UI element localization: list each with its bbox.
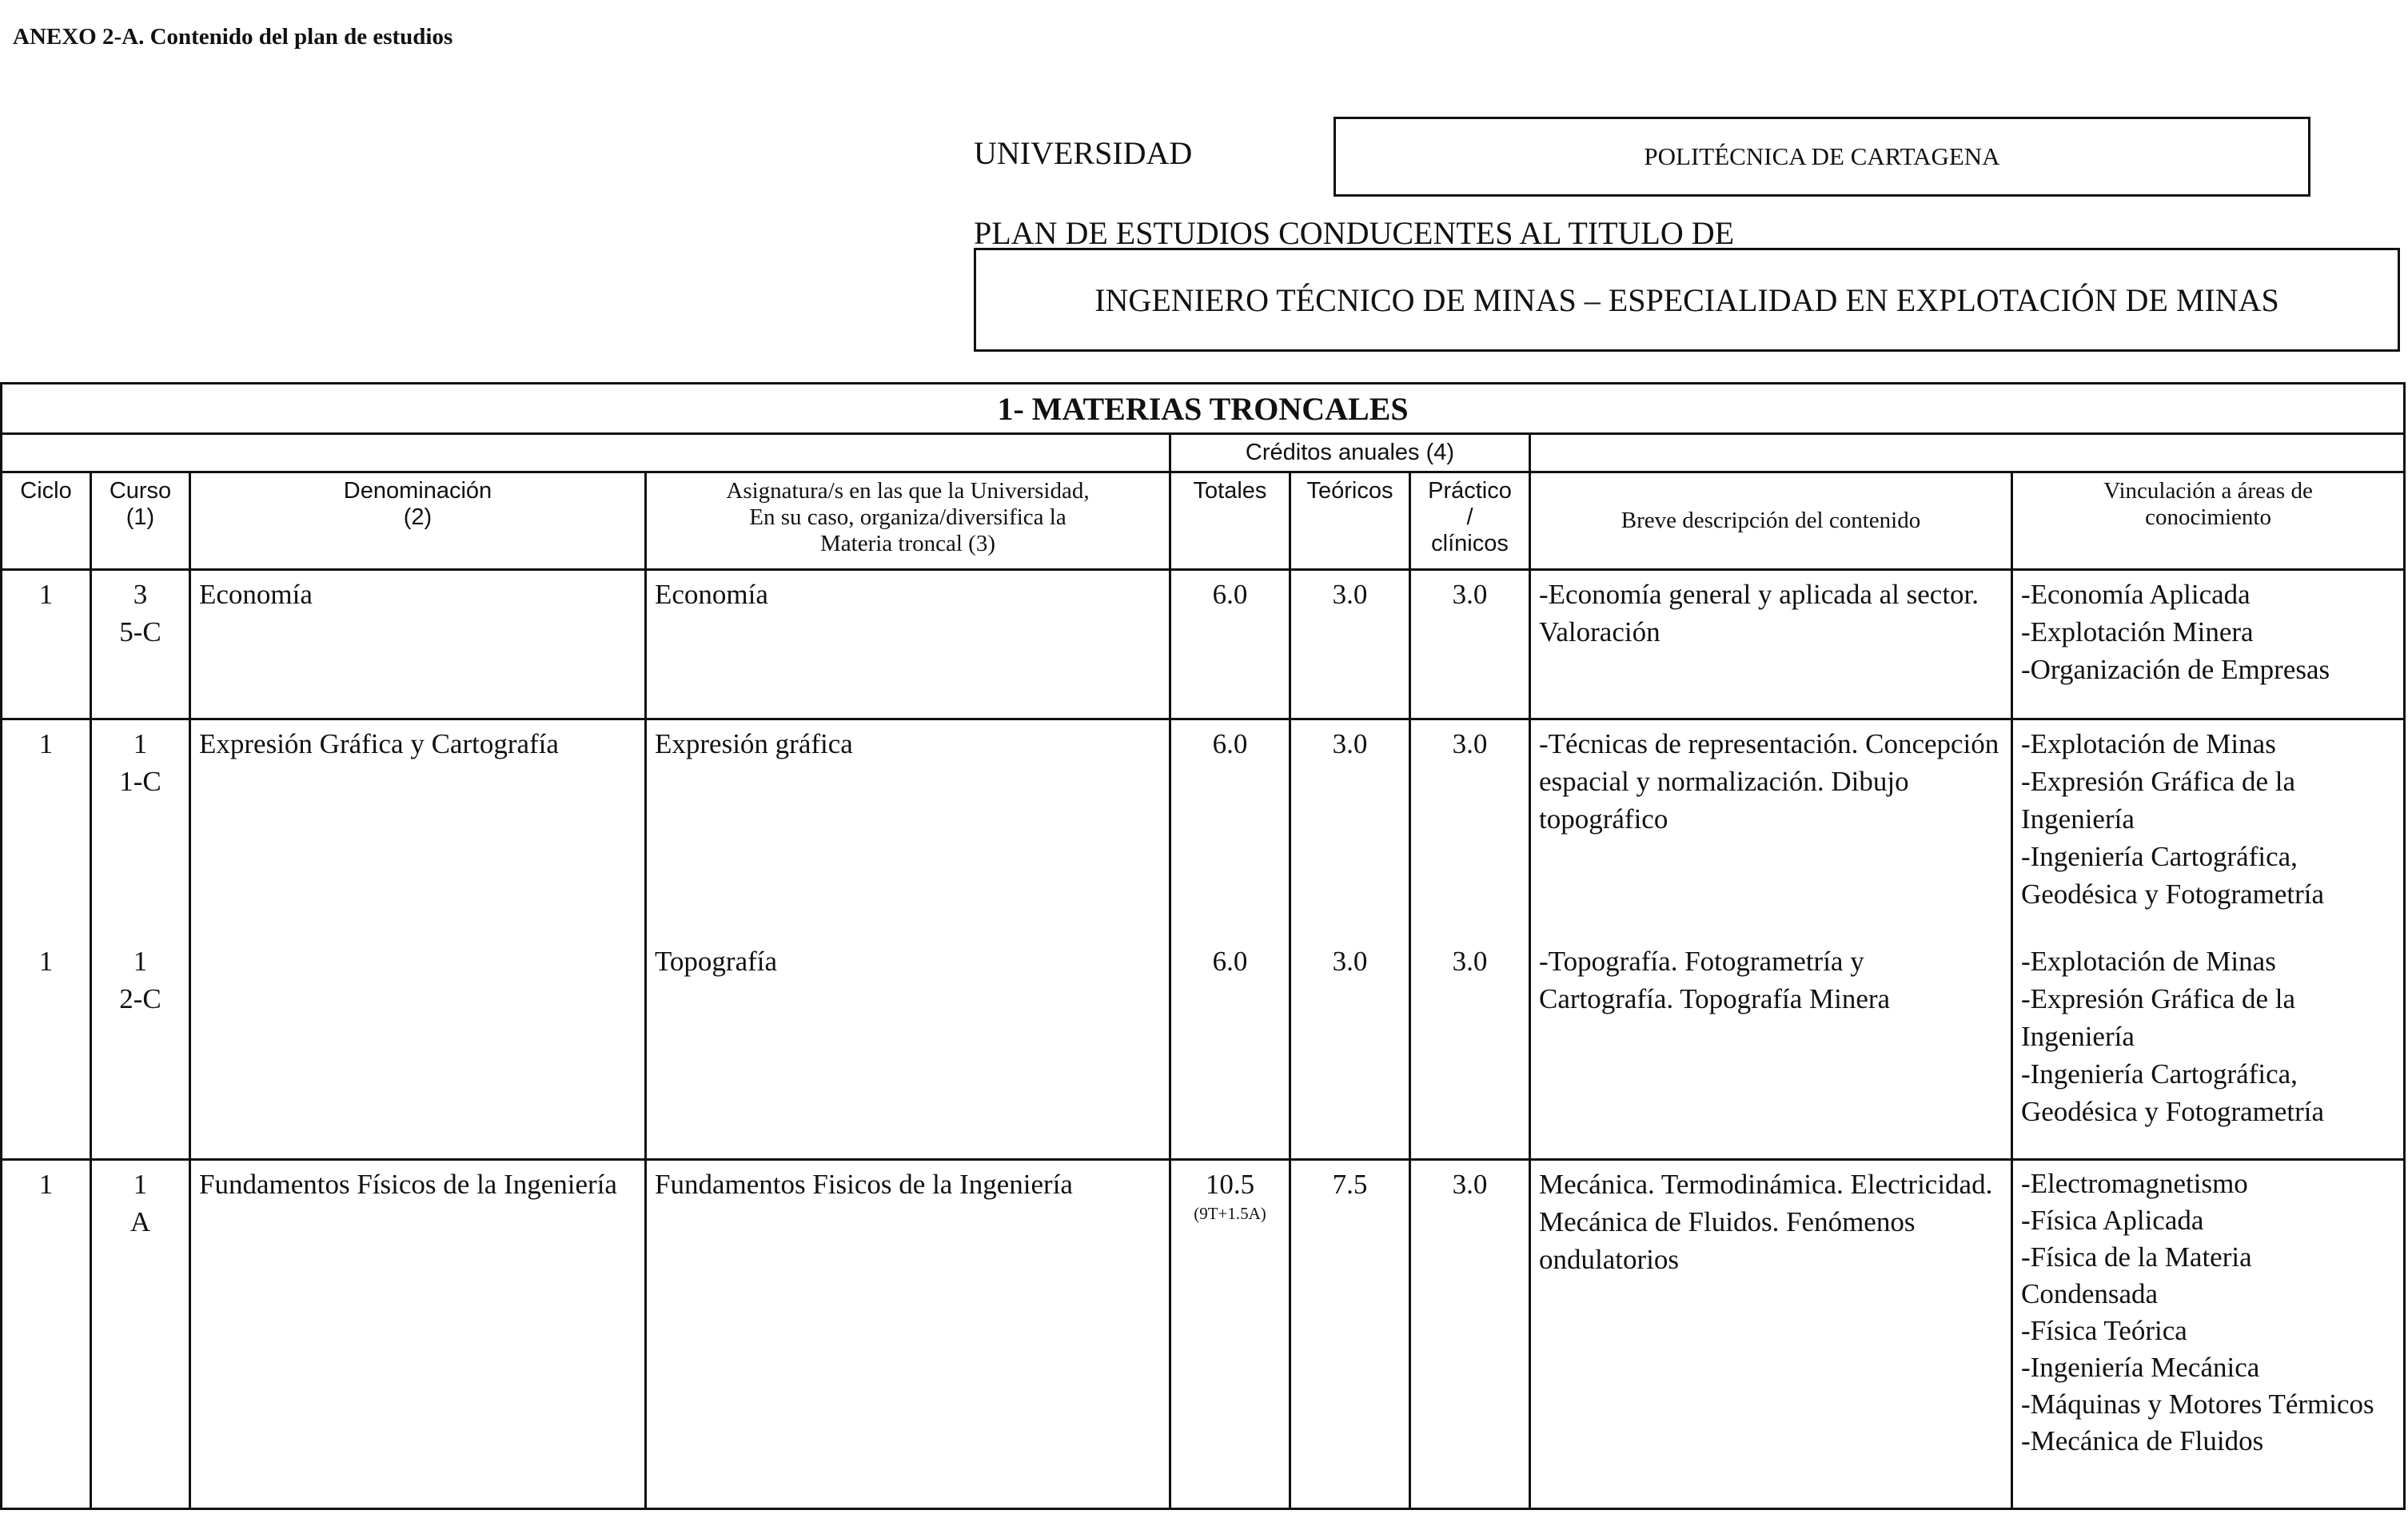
- degree-title: INGENIERO TÉCNICO DE MINAS – ESPECIALIDAD EN EXPLOTACIÓN DE MINAS: [1094, 281, 2279, 318]
- totales-note: (9T+1.5A): [1194, 1204, 1266, 1223]
- cell-teoricos: 7.5: [1290, 1160, 1410, 1509]
- university-label: UNIVERSIDAD: [974, 135, 1193, 171]
- cell-ciclo: 1: [2, 570, 91, 719]
- col-asignatura: Asignatura/s en las que la Universidad, En su caso, organiza/diversifica la Materia troncal (3): [646, 472, 1170, 570]
- degree-title-box: [974, 248, 2400, 352]
- col-vinculacion: Vinculación a áreas de conocimiento: [2012, 472, 2405, 570]
- table-row: [2, 1160, 2405, 1509]
- table-row: [2, 938, 2405, 1160]
- cell-curso: 1 1-C: [91, 719, 190, 938]
- col-ciclo: Ciclo: [2, 472, 91, 570]
- cell-denominacion: Economía: [190, 570, 646, 719]
- plan-label: PLAN DE ESTUDIOS CONDUCENTES AL TITULO DE: [974, 215, 1735, 251]
- col-denominacion: Denominación (2): [190, 472, 646, 570]
- troncales-table: [0, 382, 2406, 1510]
- cell-asignatura: Economía: [646, 570, 1170, 719]
- credits-group-header: Créditos anuales (4): [1170, 434, 1530, 472]
- cell-practicos: 3.0: [1410, 938, 1530, 1160]
- cell-areas: -Explotación de Minas -Expresión Gráfica de la Ingeniería -Ingeniería Cartográfica, Geodésica y Fotogrametría: [2012, 938, 2405, 1160]
- cell-descripcion: -Topografía. Fotogrametría y Cartografía. Topografía Minera: [1530, 938, 2012, 1160]
- cell-totales: 6.0: [1170, 570, 1290, 719]
- col-teoricos: Teóricos: [1290, 472, 1410, 570]
- cell-areas: -Explotación de Minas -Expresión Gráfica de la Ingeniería -Ingeniería Cartográfica, Geodésica y Fotogrametría: [2012, 719, 2405, 938]
- cell-curso: 1 A: [91, 1160, 190, 1509]
- col-totales: Totales: [1170, 472, 1290, 570]
- cell-ciclo: 1: [2, 938, 91, 1160]
- university-name-box: [1334, 117, 2310, 197]
- cell-practicos: 3.0: [1410, 719, 1530, 938]
- cell-totales: 10.5 (9T+1.5A): [1170, 1160, 1290, 1509]
- table-row: [2, 570, 2405, 719]
- cell-practicos: 3.0: [1410, 570, 1530, 719]
- cell-practicos: 3.0: [1410, 1160, 1530, 1509]
- cell-curso: 3 5-C: [91, 570, 190, 719]
- cell-denominacion: Fundamentos Físicos de la Ingeniería: [190, 1160, 646, 1509]
- cell-descripcion: -Técnicas de representación. Concepción espacial y normalización. Dibujo topográfico: [1530, 719, 2012, 938]
- cell-teoricos: 3.0: [1290, 938, 1410, 1160]
- cell-totales: 6.0: [1170, 938, 1290, 1160]
- annex-heading: ANEXO 2-A. Contenido del plan de estudios: [13, 24, 453, 50]
- cell-areas: -Electromagnetismo -Física Aplicada -Física de la Materia Condensada -Física Teórica -Ingeniería Mecánica -Máquinas y Motores Térmicos -Mecánica de Fluidos: [2012, 1160, 2405, 1509]
- cell-denominacion: [190, 938, 646, 1160]
- cell-teoricos: 3.0: [1290, 570, 1410, 719]
- cell-asignatura: Topografía: [646, 938, 1170, 1160]
- cell-descripcion: Mecánica. Termodinámica. Electricidad. Mecánica de Fluidos. Fenómenos ondulatorios: [1530, 1160, 2012, 1509]
- cell-teoricos: 3.0: [1290, 719, 1410, 938]
- col-practicos: Práctico / clínicos: [1410, 472, 1530, 570]
- cell-totales: 6.0: [1170, 719, 1290, 938]
- cell-asignatura: Fundamentos Fisicos de la Ingeniería: [646, 1160, 1170, 1509]
- col-curso: Curso (1): [91, 472, 190, 570]
- cell-ciclo: 1: [2, 1160, 91, 1509]
- cell-asignatura: Expresión gráfica: [646, 719, 1170, 938]
- cell-curso: 1 2-C: [91, 938, 190, 1160]
- table-row: [2, 719, 2405, 938]
- cell-areas: -Economía Aplicada -Explotación Minera -Organización de Empresas: [2012, 570, 2405, 719]
- col-descripcion: Breve descripción del contenido: [1530, 472, 2012, 570]
- university-name: POLITÉCNICA DE CARTAGENA: [1644, 142, 2000, 170]
- cell-descripcion: -Economía general y aplicada al sector. Valoración: [1530, 570, 2012, 719]
- cell-ciclo: 1: [2, 719, 91, 938]
- cell-denominacion: Expresión Gráfica y Cartografía: [190, 719, 646, 938]
- table-title: 1- MATERIAS TRONCALES: [2, 384, 2405, 434]
